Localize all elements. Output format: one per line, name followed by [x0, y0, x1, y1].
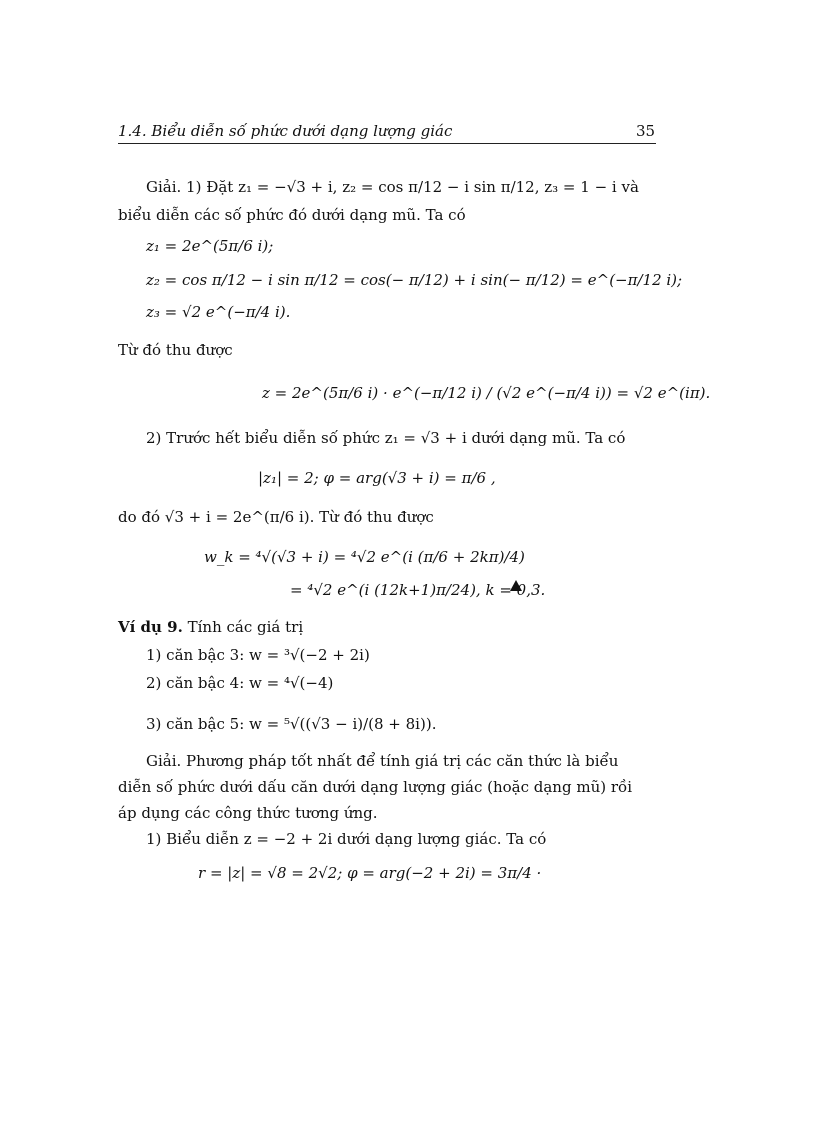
- equation-z1: z₁ = 2e^(5π/6 i);: [146, 237, 274, 255]
- text-line: Từ đó thu được: [118, 341, 233, 359]
- solution-line-2: biểu diễn các số phức đó dưới dạng mũ. Ta có: [118, 206, 466, 224]
- equation-wk-continued: = ⁴√2 e^(i (12k+1)π/24), k = 0,3.: [290, 581, 546, 599]
- end-of-solution-triangle-icon: [510, 580, 522, 591]
- list-item: 1) căn bậc 3: w = ³√(−2 + 2i): [146, 646, 370, 664]
- page-number: 35: [636, 122, 656, 140]
- equation-z3: z₃ = √2 e^(−π/4 i).: [146, 303, 291, 321]
- equation-wk: w_k = ⁴√(√3 + i) = ⁴√2 e^(i (π/6 + 2kπ)/4): [204, 548, 525, 566]
- example-label: Ví dụ 9.: [118, 618, 183, 636]
- equation-z2: z₂ = cos π/12 − i sin π/12 = cos(− π/12) + i sin(− π/12) = e^(−π/12 i);: [146, 271, 683, 289]
- text-line: 1) Biểu diễn z = −2 + 2i dưới dạng lượng giác. Ta có: [146, 830, 547, 848]
- text-line: diễn số phức dưới dấu căn dưới dạng lượng giác (hoặc dạng mũ) rồi: [118, 778, 632, 796]
- text-line: Giải. Phương pháp tốt nhất để tính giá trị các căn thức là biểu: [146, 752, 619, 770]
- equation-r-phi: r = |z| = √8 = 2√2; φ = arg(−2 + 2i) = 3π/4 ·: [198, 864, 542, 882]
- running-header: 1.4. Biểu diễn số phức dưới dạng lượng giác: [118, 122, 453, 140]
- text-line: áp dụng các công thức tương ứng.: [118, 804, 378, 822]
- solution-line-1: Giải. 1) Đặt z₁ = −√3 + i, z₂ = cos π/12 − i sin π/12, z₃ = 1 − i và: [146, 178, 639, 196]
- list-item: 2) căn bậc 4: w = ⁴√(−4): [146, 674, 334, 692]
- header-rule: [118, 143, 656, 144]
- text-line: do đó √3 + i = 2e^(π/6 i). Từ đó thu được: [118, 508, 434, 526]
- example-heading: [118, 617, 303, 637]
- text-line: 2) Trước hết biểu diễn số phức z₁ = √3 + i dưới dạng mũ. Ta có: [146, 429, 626, 447]
- example-intro: Tính các giá trị: [182, 618, 304, 636]
- list-item: 3) căn bậc 5: w = ⁵√((√3 − i)/(8 + 8i)).: [146, 715, 437, 733]
- equation-z: z = 2e^(5π/6 i) · e^(−π/12 i) / (√2 e^(−π/4 i)) = √2 e^(iπ).: [262, 384, 711, 402]
- equation-modulus-arg: |z₁| = 2; φ = arg(√3 + i) = π/6 ,: [258, 469, 496, 487]
